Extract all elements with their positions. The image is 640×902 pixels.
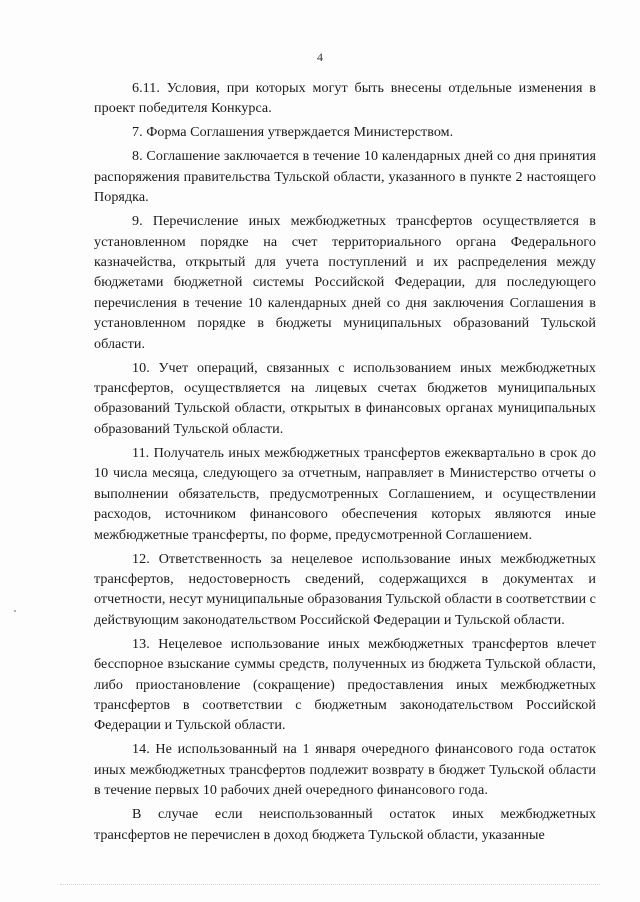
page-number: 4 <box>317 50 323 64</box>
paragraph-12: 12. Ответственность за нецелевое использование иных межбюджетных трансфертов, недостоверность сведений, содержащихся в документах и отчетности, несут муниципальные образования Тульской области в соответствии с действующим законодательством Российской Федерации и Тульской области. <box>94 550 596 628</box>
document-body <box>94 78 596 849</box>
paragraph-8: 8. Соглашение заключается в течение 10 календарных дней со дня принятия распоряжения правительства Тульской области, указанного в пункте 2 настоящего Порядка. <box>94 148 596 206</box>
paragraph-6-11: 6.11. Условия, при которых могут быть внесены отдельные изменения в проект победителя Конкурса. <box>94 80 596 117</box>
paragraph-7: 7. Форма Соглашения утверждается Министерством. <box>132 124 454 141</box>
scan-edge-artifact <box>60 884 600 887</box>
paragraph-13: 13. Нецелевое использование иных межбюджетных трансфертов влечет бесспорное взыскание суммы средств, полученных из бюджета Тульской области, либо приостановление (сокращение) предоставления иных межбюджетных трансфертов в соответствии с бюджетным законодательством Российской Федерации и Тульской области. <box>94 635 596 734</box>
paragraph-continuation: В случае если неиспользованный остаток иных межбюджетных трансфертов не перечислен в доход бюджета Тульской области, указанные <box>94 806 596 843</box>
paragraph-9: 9. Перечисление иных межбюджетных трансфертов осуществляется в установленном порядке на счет территориального органа Федерального казначейства, открытый для учета поступлений и их распределения между бюджетами бюджетной системы Российской Федерации, для последующего перечисления в течение 10 календарных дней со дня заключения Соглашения в установленном порядке в бюджеты муниципальных образований Тульской области. <box>94 213 596 352</box>
paragraph-14: 14. Не использованный на 1 января очередного финансового года остаток иных межбюджетных трансфертов подлежит возврату в бюджет Тульской области в течение первых 10 рабочих дней очередного финансового года. <box>94 741 596 799</box>
scan-speck <box>14 610 16 612</box>
paragraph-11: 11. Получатель иных межбюджетных трансфертов ежеквартально в срок до 10 числа месяца, следующего за отчетным, направляет в Министерство отчеты о выполнении обязательств, предусмотренных Соглашением, и осуществлении расходов, источником финансового обеспечения которых являются иные межбюджетные трансферты, по форме, предусмотренной Соглашением. <box>94 444 596 543</box>
paragraph-10: 10. Учет операций, связанных с использованием иных межбюджетных трансфертов, осуществляется на лицевых счетах бюджетов муниципальных образований Тульской области, открытых в финансовых органах муниципальных образований Тульской области. <box>94 359 596 437</box>
